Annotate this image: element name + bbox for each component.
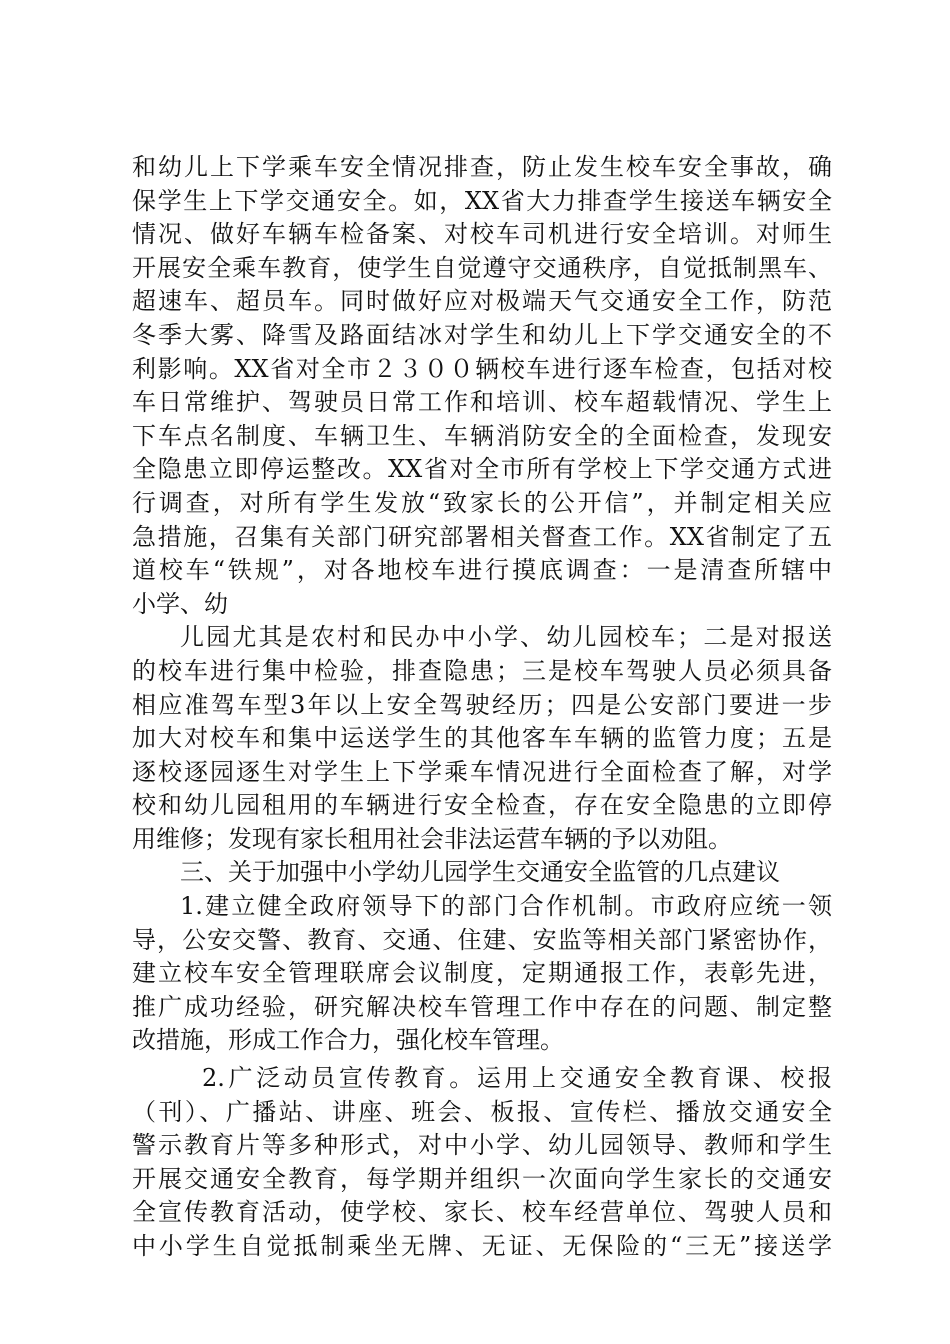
text-line: （刊）、广播站、讲座、班会、板报、宣传栏、播放交通安全 <box>132 1097 832 1126</box>
text-line: 改措施，形成工作合力，强化校车管理。 <box>132 1026 564 1055</box>
text-line: 2.广泛动员宣传教育。运用上交通安全教育课、校报 <box>202 1064 832 1093</box>
text-line: 建立校车安全管理联席会议制度，定期通报工作，表彰先进， <box>132 959 832 988</box>
text-line: 冬季大雾、降雪及路面结冰对学生和幼儿上下学交通安全的不 <box>132 320 832 349</box>
text-line: 保学生上下学交通安全。如，XX省大力排查学生接送车辆安全 <box>132 186 832 215</box>
text-line: 车日常维护、驾驶员日常工作和培训、校车超载情况、学生上 <box>132 388 832 417</box>
text-line: 开展交通安全教育，每学期并组织一次面向学生家长的交通安 <box>132 1164 832 1193</box>
text-line: 逐校逐园逐生对学生上下学乘车情况进行全面检查了解，对学 <box>132 757 832 786</box>
text-line: 推广成功经验，研究解决校车管理工作中存在的问题、制定整 <box>132 992 832 1021</box>
text-line: 儿园尤其是农村和民办中小学、幼儿园校车；二是对报送 <box>180 623 832 652</box>
text-line: 全隐患立即停运整改。XX省对全市所有学校上下学交通方式进 <box>132 455 832 484</box>
text-line: 校和幼儿园租用的车辆进行安全检查，存在安全隐患的立即停 <box>132 791 832 820</box>
text-line: 道校车“铁规”，对各地校车进行摸底调查：一是清查所辖中 <box>132 556 832 585</box>
text-line: 情况、做好车辆车检备案、对校车司机进行安全培训。对师生 <box>132 220 832 249</box>
section-heading: 三、关于加强中小学幼儿园学生交通安全监管的几点建议 <box>180 858 780 887</box>
text-line: 行调查，对所有学生发放“致家长的公开信”，并制定相关应 <box>132 488 832 517</box>
text-line: 超速车、超员车。同时做好应对极端天气交通安全工作，防范 <box>132 287 832 316</box>
text-line: 开展安全乘车教育，使学生自觉遵守交通秩序，自觉抵制黑车、 <box>132 253 832 282</box>
text-line: 加大对校车和集中运送学生的其他客车车辆的监管力度；五是 <box>132 724 832 753</box>
text-line: 中小学生自觉抵制乘坐无牌、无证、无保险的“三无”接送学 <box>132 1232 832 1260</box>
text-line: 的校车进行集中检验，排查隐患；三是校车驾驶人员必须具备 <box>132 656 832 685</box>
text-line: 小学、幼 <box>132 589 228 618</box>
text-line: 全宣传教育活动，使学校、家长、校车经营单位、驾驶人员和 <box>132 1198 832 1227</box>
text-line: 下车点名制度、车辆卫生、车辆消防安全的全面检查，发现安 <box>132 421 832 450</box>
text-line: 急措施，召集有关部门研究部署相关督查工作。XX省制定了五 <box>132 522 832 551</box>
text-line: 相应准驾车型3年以上安全驾驶经历；四是公安部门要进一步 <box>132 690 832 719</box>
text-line: 和幼儿上下学乘车安全情况排查，防止发生校车安全事故，确 <box>132 153 832 181</box>
text-line: 1.建立健全政府领导下的部门合作机制。市政府应统一领 <box>180 892 832 921</box>
document-body <box>132 151 832 1264</box>
text-line: 警示教育片等多种形式，对中小学、幼儿园领导、教师和学生 <box>132 1131 832 1160</box>
text-line: 利影响。XX省对全市２３００辆校车进行逐车检查，包括对校 <box>132 354 832 383</box>
text-line: 导，公安交警、教育、交通、住建、安监等相关部门紧密协作， <box>132 925 832 954</box>
text-line: 用维修；发现有家长租用社会非法运营车辆的予以劝阻。 <box>132 824 732 853</box>
